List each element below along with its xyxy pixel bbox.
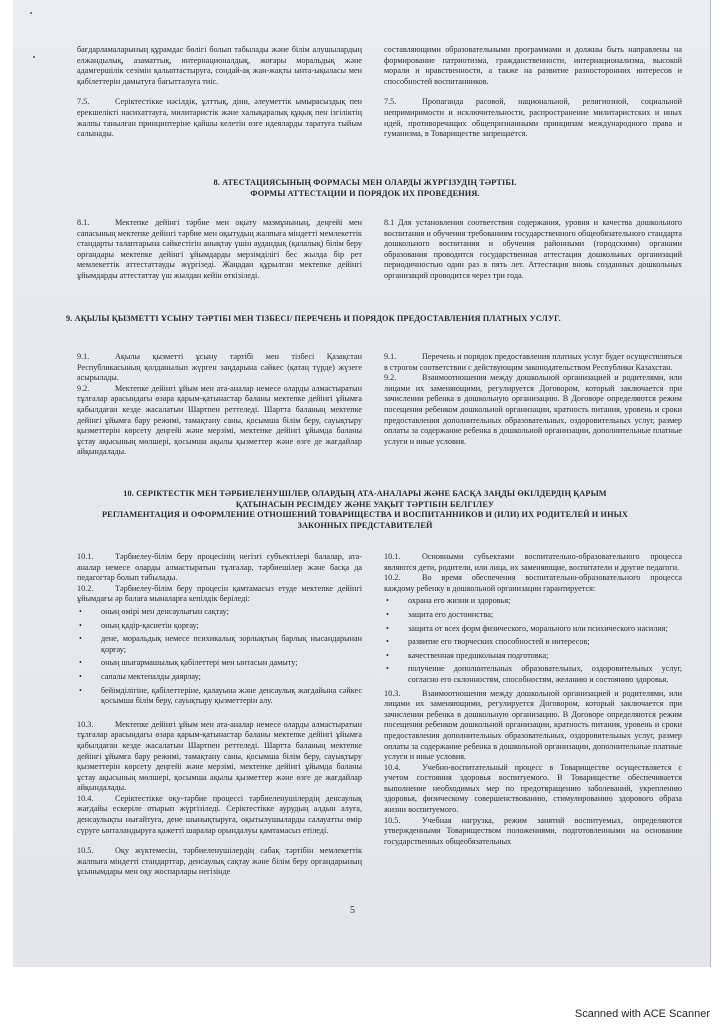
list-item — [77, 607, 362, 618]
clause-text: Серіктестікке оқу-тәрбие процессі тәрбиеленушілердің денсаулық жағдайы ескеріле отырып жүргізіледі. Серіктестікке аурудың алдын алуға, денсаулықты нығайтуға, дене шынықтыруға, оқытылушыларды салауатты өмір сүруге ынталандыруға қажетті шаралар орындалуы қамтамасыз етіледі. — [77, 793, 362, 835]
clause-text: Взаимоотношения между дошкольной организацией и родителями, или лицами их заменяющими, регулируется Договором, который заключается при зачислении ребенка в дошкольную организацию. В Договоре определяются режим посещения ребенком дошкольной организации, кратность питания, уровень и сроки предоставления дополнительных образовательных, оздоровительных услуг, размер оплаты за содержание ребенка в дошкольной организации, дополнительные платные услуги и иные условия. — [384, 373, 682, 446]
bullet-icon: • — [386, 596, 389, 606]
top-left-column — [77, 45, 362, 140]
paragraph-7-5-kz — [77, 97, 362, 139]
list-item — [384, 664, 682, 685]
list-item-text: охрана его жизни и здоровья; — [408, 596, 511, 606]
guarantee-list-ru — [384, 596, 682, 685]
clause-number: 8.1 — [384, 218, 395, 227]
list-item — [77, 621, 362, 632]
clause-text: Тәрбиелеу-білім беру процесін қамтамасыз етуде мектепке дейінгі ұйымдағы әр балаға мыналарға кепілдік беріледі: — [77, 583, 362, 604]
clause-text: Для установления соответствия содержания, уровня и качества дошкольного воспитания и обучения требованиям государственного общеобязательного стандарта дошкольного воспитания и обучения районными (городскими) органами образования проводится государственная аттестация дошкольных организаций периодичностью один раз в пять лет. Аттестация вновь созданных дошкольных организаций проводится через три года. — [384, 218, 682, 280]
clause-number: 7.5. — [77, 97, 90, 107]
list-item-text: бейімділігіне, қабілеттеріне, қалауына және денсаулық жағдайына сәйкес қосымша білім беру, сауықтыру қызметтерін алу. — [101, 685, 362, 706]
list-item-text: защита от всех форм физического, морального или психического насилия; — [408, 623, 668, 633]
clause-number: 9.2. — [77, 383, 90, 393]
list-item — [77, 686, 362, 707]
heading-kz-line: 10. СЕРІКТЕСТІК МЕН ТӘРБИЕЛЕНУШІЛЕР, ОЛАРДЫҢ АТА-АНАЛАРЫ ЖӘНЕ БАСҚА ЗАҢДЫ ӨКІЛДЕРДІҢ ҚАРЫМ — [123, 489, 607, 498]
bullet-icon: • — [79, 685, 82, 695]
clause-text: Ақылы қызметті ұсыну тәртібі мен тізбесі Қазақстан Республикасының қолданылып жүрген заңдарына сәйкес (қатаң түрде) жүзеге асырылады. — [77, 352, 362, 383]
heading-ru: ФОРМЫ АТТЕСТАЦИИ И ПОРЯДОК ИХ ПРОВЕДЕНИЯ. — [250, 188, 480, 198]
list-item — [384, 610, 682, 621]
list-item-text: дене, моральдық немесе психикалық зорлықтың барлық нысандарынан қорғау; — [101, 634, 362, 654]
list-item — [384, 624, 682, 635]
bullet-icon: • — [386, 664, 389, 674]
clause-number: 9.1. — [77, 352, 90, 361]
list-item-text: защита его достоинства; — [408, 609, 494, 619]
clause-text: Тәрбиелеу-білім беру процесінің негізгі субъектілері балалар, ата-аналар немесе оларды алмастыратын тұлғалар, тәрбиешілер және басқа да педагогтар болып табылады. — [77, 552, 362, 583]
clause-number: 10.3. — [384, 688, 401, 698]
bullet-icon: • — [386, 609, 389, 619]
clause-number: 10.5. — [384, 815, 401, 825]
clause-text: Во время обеспечения воспитательно-образовательного процесса каждому ребенку в дошкольной организации гарантируется: — [384, 573, 682, 593]
clause-text: Основными субъектами воспитательно-образовательного процесса являются дети, родители, или лица, их заменяющие, воспитатели и другие педагоги. — [384, 552, 682, 572]
list-item — [384, 637, 682, 648]
heading-ru-line: ЗАКОННЫХ ПРЕДСТАВИТЕЛЕЙ — [297, 520, 433, 530]
clause-text: Перечень и порядок предоставления платных услуг будет осуществляться в строгом соответствии с действующим законодательством Республики Казахстан. — [384, 352, 682, 372]
clause-text: Оқу жүктемесін, тәрбиеленушілердің сабақ тәртібін мемлекеттік жалпыға міндетті стандарттар, денсаулық сақтау және білім беру органдарының ұсынымдары мен оқу жоспарлары негізінде — [77, 846, 362, 877]
section-10-ru — [384, 552, 682, 847]
bullet-icon: • — [79, 634, 82, 644]
clause-text: Мектепке дейінгі ұйым мен ата-аналар немесе оларды алмастыратын тұлғалар арасындағы өзара қарым-қатынастар баланы мектепке дейінгі ұйымға қабылдаған кезде жасалатын Шартпен реттеледі. Шартта баланың мектепке дейінгі ұйымға бару режимі, тамақтану саны, қосымша білім беру, сауықтыру қызметтерін көрсету деңгейі және мерзімі, мектепке дейінгі ұйымда баланы ұстау ақысының мөлшері, қосымша ақылы қызметтер және өзге де жағдайлар айқындалады. — [77, 383, 362, 457]
clause-number: 10.4. — [77, 793, 94, 803]
list-item — [77, 634, 362, 655]
bullet-icon: • — [386, 650, 389, 660]
section-9-ru — [384, 352, 682, 447]
clause-number: 9.2. — [384, 373, 397, 383]
list-item-text: получение дополнительных образовательных, оздоровительных услуг, согласно его склонностям, способностям, желанию и состоянию здоровья. — [408, 664, 682, 684]
clause-text: Учебная нагрузка, режим занятий воспитуемых, определяются утвержденными Товариществом положениями, подготовленными на основании государственных общеобязательных — [384, 815, 682, 846]
section-10-heading — [40, 489, 690, 531]
bullet-icon: • — [386, 637, 389, 647]
section-9-kz — [77, 352, 362, 458]
clause-text: Взаимоотношения между дошкольной организацией и родителями, или лицами их заменяющими, регулируется Договором, который заключается при зачислении ребенка в дошкольную организацию. В Договоре определяются режим посещения ребенком дошкольной организации, кратность питания, уровень и сроки предоставления дополнительных образовательных, оздоровительных услуг, размер оплаты за содержание ребенка в дошкольной организации, дополнительные платные услуги и иные условия. — [384, 688, 682, 762]
bullet-icon: • — [79, 671, 82, 681]
list-item — [77, 658, 362, 669]
list-item-text: развитие его творческих способностей и интересов; — [408, 637, 590, 647]
list-item-text: оның шығармашылық қабілеттері мен ынтасын дамыту; — [101, 658, 298, 668]
list-item-text: сапалы мектепалды даярлау; — [101, 671, 201, 681]
clause-number: 8.1. — [77, 218, 90, 227]
list-item-text: оның өмірі мен денсаулығын сақтау; — [101, 606, 229, 616]
section-10-kz — [77, 552, 362, 878]
section-8-heading — [40, 178, 690, 199]
bullet-icon: • — [79, 658, 82, 668]
list-item-text: качественная предшкольная подготовка; — [408, 650, 549, 660]
clause-number: 7.5. — [384, 97, 397, 107]
bullet-icon: • — [79, 620, 82, 630]
scan-speck — [30, 12, 32, 14]
clause-text: Мектепке дейінгі тәрбие мен оқыту мазмұнының, деңгейі мен сапасының мектепке дейінгі тәрбие мен оқытудың жалпыға міндетті мемлекеттік стандарты талаптарына сәйкестігін анықтау үшін аудандық (қалалық) білім беру органдары мектепке дейінгі ұйымдарды мерзімділігі бес жылда бір рет мемлекеттік аттестаттауды жүргізеді. Жаңадан құрылған мектепке дейінгі ұйымдарды аттестаттау үш жылдан кейін өткізіледі. — [77, 218, 362, 280]
top-right-column — [384, 45, 682, 140]
section-8-kz — [77, 218, 362, 282]
paragraph-7-5-ru — [384, 97, 682, 139]
list-item — [384, 651, 682, 662]
clause-number: 10.2. — [77, 583, 94, 593]
section-9-heading: 9. АҚЫЛЫ ҚЫЗМЕТТІ ҰСЫНУ ТӘРТІБІ МЕН ТІЗБЕСІ/ ПЕРЕЧЕНЬ И ПОРЯДОК ПРЕДОСТАВЛЕНИЯ ПЛАТНЫХ УСЛУГ. — [66, 314, 561, 323]
scanner-watermark: Scanned with ACE Scanner — [574, 1008, 710, 1020]
section-8-ru — [384, 218, 682, 282]
clause-number: 10.4. — [384, 762, 401, 772]
clause-text: Пропаганда расовой, национальной, религиозной, социальной непримиримости и исключительности, распространение милитаристских и иных идей, противоречащих общепризнанными принципам международного права и гуманизма, в Товариществе запрещается. — [384, 97, 682, 139]
heading-kz-line: ҚАТЫНАСЫН РЕСІМДЕУ ЖӘНЕ УАҚЫТ ТӘРТІБІН БЕЛГІЛЕУ — [235, 499, 495, 509]
paragraph: бағдарламаларының құрамдас бөлігі болып табылады және білім алушылардың елжандылық, азаматтық, интернационалдық, жоғары моральдық және адамгершілік сезімін қалыптастыруға, сондай-ақ жан-жақты ынта-ықыласы мен қабілеттерін дамытуға бағытталуға тиіс. — [77, 45, 362, 86]
clause-text: Учебно-воспитательный процесс в Товариществе осуществляется с учетом состояния здоровья воспитуемого. В Товариществе обеспечивается выполнение необходимых мер по предотвращению заболеваний, укреплению здоровья, физическому совершенствованию, стимулированию здорового образа жизни воспитуемого. — [384, 762, 682, 815]
heading-kz: 8. АТЕСТАЦИЯСЫНЫҢ ФОРМАСЫ МЕН ОЛАРДЫ ЖҮРГІЗУДІҢ ТӘРТІБІ. — [213, 178, 517, 187]
paragraph: составляющими образовательными программами и должны быть направлены на формирование патриотизма, гражданственности, интернационализма, высокой морали и нравственности, а также на развитие разносторонних интересов и способностей воспитанников. — [384, 45, 682, 86]
clause-number: 10.5. — [77, 846, 94, 856]
list-item — [77, 672, 362, 683]
guarantee-list-kz — [77, 607, 362, 707]
clause-text: Серіктестікке нәсілдік, ұлттық, діни, әлеуметтік ымырасыздық пен ерекшелікті насихаттауға, милитаристік және халықаралық құқық пен ізгіліктің жалпы танылған принциптеріне қайшы келетін өзге идеяларды таратуға тыйым салынады. — [77, 97, 362, 139]
clause-number: 10.2. — [384, 573, 401, 583]
page-number: 5 — [350, 905, 355, 916]
list-item-text: оның қадір-қасиетін қорғау; — [101, 620, 199, 630]
bullet-icon: • — [386, 623, 389, 633]
clause-number: 9.1. — [384, 352, 397, 361]
clause-number: 10.3. — [77, 719, 94, 729]
clause-number: 10.1. — [384, 552, 401, 561]
scan-speck — [33, 56, 35, 58]
heading-ru-line: РЕГЛАМЕНТАЦИЯ И ОФОРМЛЕНИЕ ОТНОШЕНИЙ ТОВАРИЩЕСТВА И ВОСПИТАННИКОВ И (ИЛИ) ИХ РОДИТЕЛЕЙ И ИНЫХ — [102, 510, 628, 519]
list-item — [384, 596, 682, 607]
clause-number: 10.1. — [77, 552, 94, 561]
bullet-icon: • — [79, 606, 82, 616]
clause-text: Мектепке дейінгі ұйым мен ата-аналар немесе оларды алмастыратын тұлғалар арасындағы өзара қарым-қатынастар баланы мектепке дейінгі ұйымға қабылдаған кезде жасалатын Шартпен реттеледі. Шартта баланың мектепке дейінгі ұйымға бару режимі, тамақтану саны, қосымша білім беру, сауықтыру қызметтерін көрсету деңгейі және мерзімі, мектепке дейінгі ұйымда баланы ұстау ақысының мөлшері, қосымша ақылы қызметтер және өзге де жағдайлар айқындалады. — [77, 719, 362, 793]
